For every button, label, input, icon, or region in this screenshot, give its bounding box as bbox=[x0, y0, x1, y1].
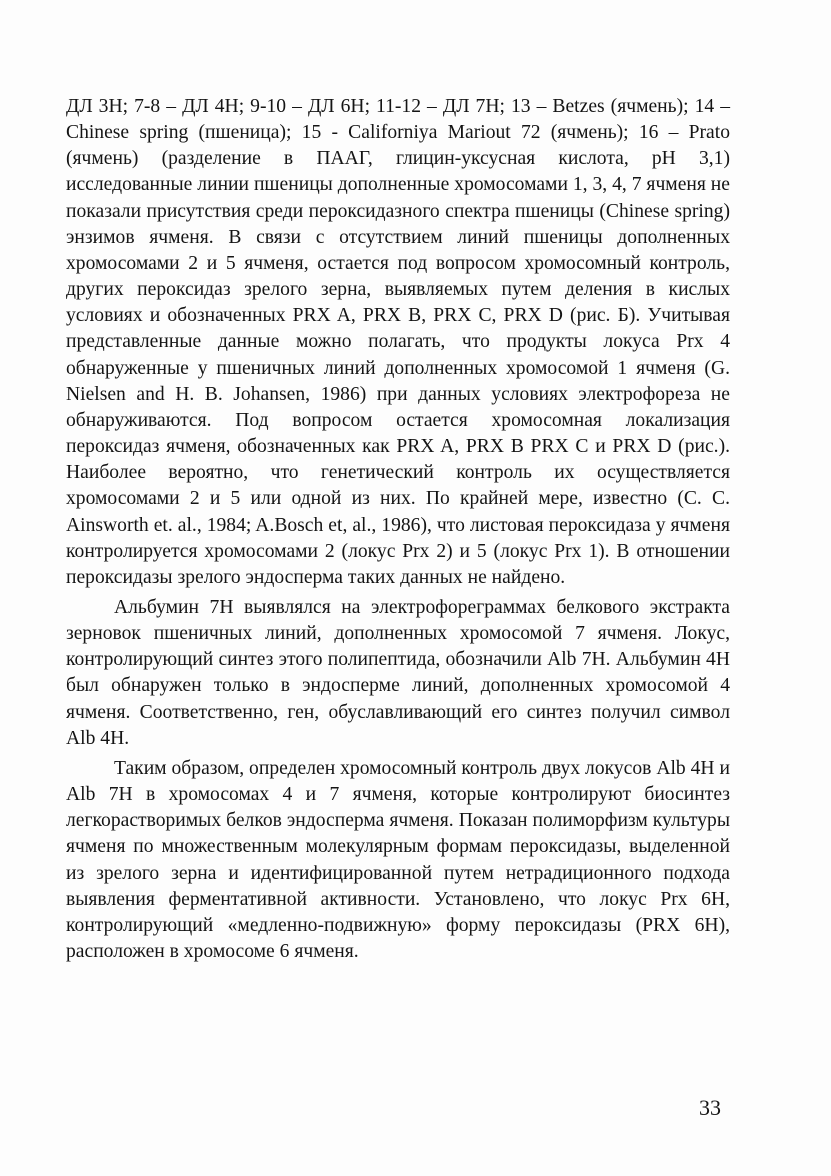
body-text bbox=[66, 94, 730, 965]
paragraph-conclusion: Таким образом, определен хромосомный контроль двух локусов Alb 4H и Alb 7H в хромосомах 4 и 7 ячменя, которые контролируют биосинтез легкорастворимых белков эндосперма ячменя. Показан полиморфизм культуры ячменя по множественным молекулярным формам пероксидазы, выделенной из зрелого зерна и идентифицированной путем нетрадиционного подхода выявления ферментативной активности. Установлено, что локус Prx 6H, контролирующий «медленно-подвижную» форму пероксидазы (PRX 6H), расположен в хромосоме 6 ячменя. bbox=[66, 757, 730, 962]
paragraph-albumin: Альбумин 7Н выявлялся на электрофореграммах белкового экстракта зерновок пшеничных линий, дополненных хромосомой 7 ячменя. Локус, контролирующий синтез этого полипептида, обозначили Alb 7H. Альбумин 4Н был обнаружен только в эндосперме линий, дополненных хромосомой 4 ячменя. Соответственно, ген, обуславливающий его синтез получил символ Alb 4H. bbox=[66, 596, 730, 749]
page-number: 33 bbox=[699, 1095, 721, 1120]
paragraph-continuation: ДЛ 3Н; 7-8 – ДЛ 4Н; 9-10 – ДЛ 6Н; 11-12 – ДЛ 7Н; 13 – Betzes (ячмень); 14 – Chinese spring (пшеница); 15 - Californiya Mariout 72 (ячмень); 16 – Prato (ячмень) (разделение в ПААГ, глицин-уксусная кислота, pH 3,1) исследованные линии пшеницы дополненные хромосомами 1, 3, 4, 7 ячменя не показали присутствия среди пероксидазного спектра пшеницы (Chinese spring) энзимов ячменя. В связи с отсутствием линий пшеницы дополненных хромосомами 2 и 5 ячменя, остается под вопросом хромосомный контроль, других пероксидаз зрелого зерна, выявляемых путем деления в кислых условиях и обозначенных PRX A, PRX B, PRX C, PRX D (рис. Б). Учитывая представленные данные можно полагать, что продукты локуса Prx 4 обнаруженные у пшеничных линий дополненных хромосомой 1 ячменя (G. Nielsen and H. B. Johansen, 1986) при данных условиях электрофореза не обнаруживаются. Под вопросом остается хромосомная локализация пероксидаз ячменя, обозначенных как PRX A, PRX B PRX C и PRX D (рис.). Наиболее вероятно, что генетический контроль их осуществляется хромосомами 2 и 5 или одной из них. По крайней мере, известно (C. C. Ainsworth et. al., 1984; A.Bosch et, al., 1986), что листовая пероксидаза у ячменя контролируется хромосомами 2 (локус Prx 2) и 5 (локус Prx 1). В отношении пероксидазы зрелого эндосперма таких данных не найдено. bbox=[66, 96, 730, 588]
